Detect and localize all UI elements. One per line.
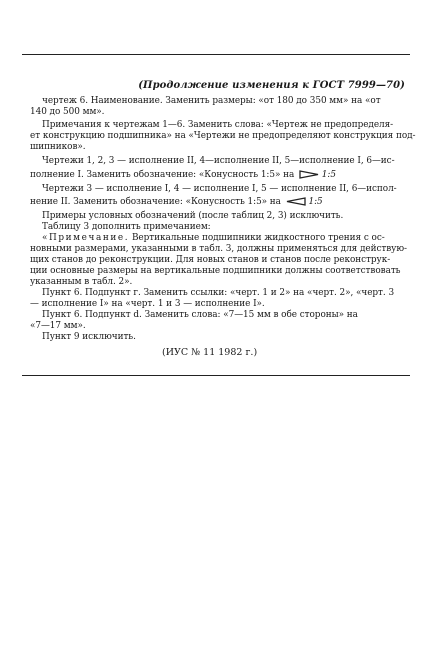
body-line-3: Примечания к чертежам 1—6. Заменить слова: «Чертеж не предопределя-: [42, 120, 394, 130]
body-line-12: [42, 233, 412, 244]
body-line-19: Пункт 6. Подпункт d. Заменить слова: «7—15 мм в обе стороны» на: [42, 310, 358, 320]
top-rule: [22, 54, 410, 55]
bottom-rule: [22, 375, 410, 376]
body-line-14: щих станов до реконструкции. Для новых станов и станов после реконструк-: [30, 255, 391, 265]
taper-symbol-icon: [299, 170, 319, 179]
body-line-5: шипников».: [30, 142, 86, 152]
source-reference: (ИУС № 11 1982 г.): [162, 347, 258, 358]
taper-ratio-label: 1:5: [321, 170, 336, 180]
body-line-13: новными размерами, указанными в табл. 3, должны применяться для действую-: [30, 244, 407, 254]
note-text: Вертикальные подшипники жидкостного трения с ос-: [129, 233, 385, 243]
taper-symbol-reversed-icon: [286, 197, 306, 206]
taper-ratio-label-2: 1:5: [308, 197, 323, 207]
body-line-10: Примеры условных обозначений (после таблиц 2, 3) исключить.: [42, 211, 344, 221]
body-line-9-text: нение II. Заменить обозначение: «Конусность 1:5» на: [30, 197, 281, 207]
body-line-16: указанным в табл. 2».: [30, 277, 133, 287]
body-line-8: Чертежи 3 — исполнение I, 4 — исполнение I, 5 — исполнение II, 6—испол-: [42, 184, 397, 194]
body-line-2: 140 до 500 мм».: [30, 107, 105, 117]
body-line-11: Таблицу 3 дополнить примечанием:: [42, 222, 211, 232]
body-line-6: Чертежи 1, 2, 3 — исполнение II, 4—исполнение II, 5—исполнение I, 6—ис-: [42, 156, 395, 166]
body-line-7-text: полнение I. Заменить обозначение: «Конусность 1:5» на: [30, 170, 295, 180]
body-line-18: — исполнение I» на «черт. 1 и 3 — исполнение I».: [30, 299, 265, 309]
body-line-15: ции основные размеры на вертикальные подшипники должны соответствовать: [30, 266, 401, 276]
body-line-9: [30, 197, 400, 208]
body-line-7: [30, 170, 400, 181]
continuation-heading: (Продолжение изменения к ГОСТ 7999—70): [138, 80, 405, 91]
body-line-1: чертеж 6. Наименование. Заменить размеры: «от 180 до 350 мм» на «от: [42, 96, 381, 106]
body-line-17: Пункт 6. Подпункт г. Заменить ссылки: «черт. 1 и 2» на «черт. 2», «черт. 3: [42, 288, 395, 298]
body-line-4: ет конструкцию подшипника» на «Чертежи не предопределяют конструкция под-: [30, 131, 416, 141]
note-label: «Примечание.: [42, 233, 130, 243]
body-line-21: Пункт 9 исключить.: [42, 332, 136, 342]
body-line-20: «7—17 мм».: [30, 321, 86, 331]
